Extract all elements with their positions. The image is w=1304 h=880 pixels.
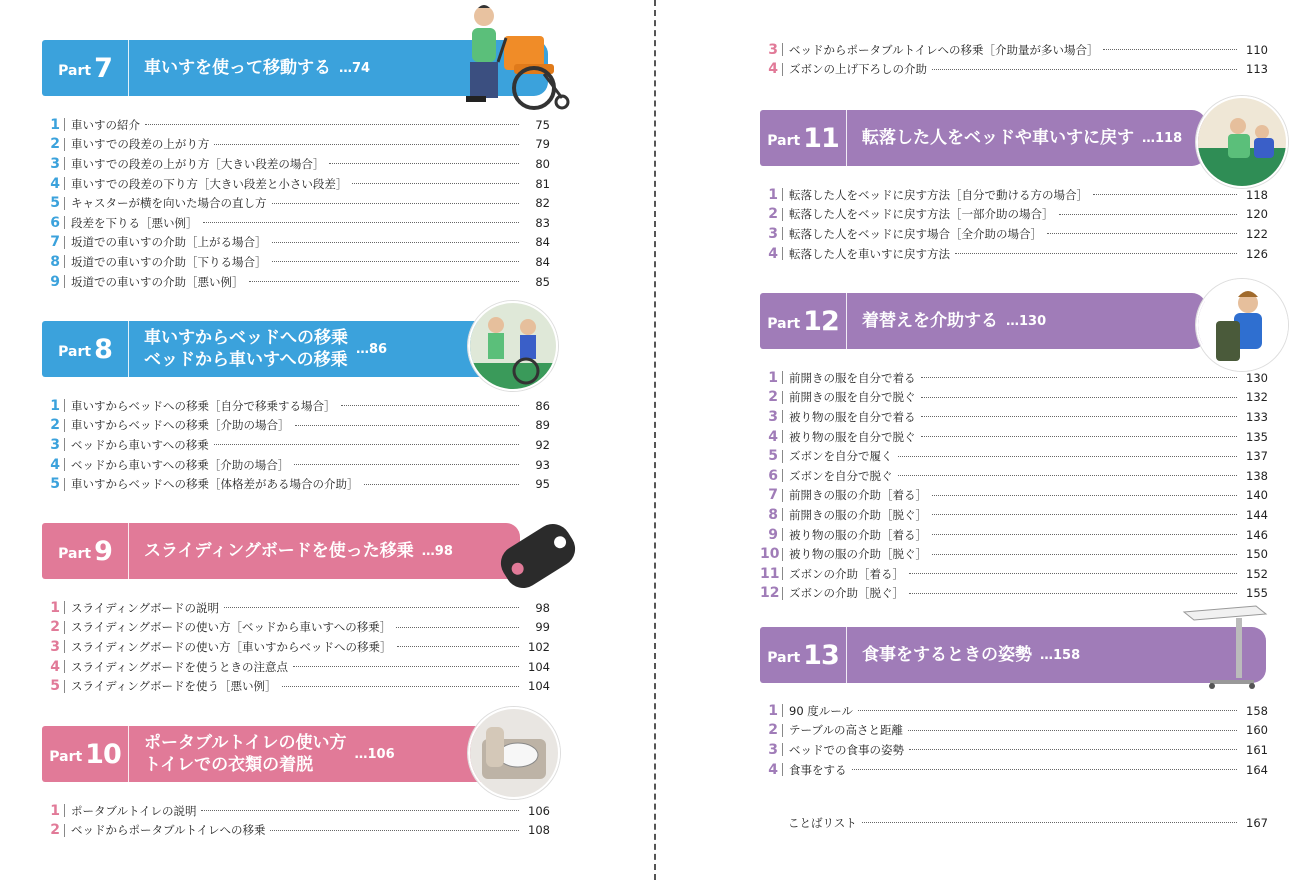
toc-item[interactable]	[760, 701, 1268, 721]
part-number: 9	[94, 535, 112, 567]
toc-item[interactable]	[42, 598, 550, 618]
item-number: 6	[50, 214, 60, 231]
item-number: 5	[50, 678, 60, 695]
item-text: 前開きの服の介助［脱ぐ］	[789, 507, 927, 522]
part-page: …118	[1142, 130, 1183, 146]
toc-item[interactable]	[760, 185, 1268, 205]
item-number: 3	[50, 436, 60, 453]
item-text: テーブルの高さと距離	[789, 723, 903, 738]
item-page: 75	[535, 117, 550, 132]
item-number: 1	[768, 186, 778, 203]
portable-toilet-photo	[468, 707, 560, 799]
item-page: 104	[528, 659, 550, 674]
item-text: ズボンの上げ下ろしの介助	[789, 62, 927, 77]
toc-item[interactable]	[42, 252, 550, 272]
toc-item[interactable]	[42, 213, 550, 233]
item-text: 段差を下りる［悪い例］	[71, 215, 198, 230]
item-page: 122	[1246, 226, 1268, 241]
item-page: 82	[535, 196, 550, 211]
part-title: スライディングボードを使った移乗	[144, 541, 414, 561]
item-page: 108	[528, 823, 550, 838]
item-text: スライディングボードを使うときの注意点	[71, 659, 289, 674]
item-page: 138	[1246, 468, 1268, 483]
item-page: 130	[1246, 370, 1268, 385]
item-number: 1	[50, 599, 60, 616]
item-number: 2	[50, 136, 60, 153]
item-text: 車いすの紹介	[71, 117, 140, 132]
item-number: 9	[50, 273, 60, 290]
part-10-banner	[42, 726, 522, 782]
item-page: 79	[535, 137, 550, 152]
part-title-box	[862, 110, 1182, 166]
item-number: 1	[50, 116, 60, 133]
item-page: 104	[528, 679, 550, 694]
item-number: 3	[50, 638, 60, 655]
toc-item[interactable]	[760, 40, 1268, 60]
item-number: 8	[50, 253, 60, 270]
part-label	[42, 40, 129, 96]
item-text: 車いすでの段差の下り方［大きい段差と小さい段差］	[71, 176, 348, 191]
toc-item[interactable]	[42, 618, 550, 638]
item-text: 坂道での車いすの介助［悪い例］	[71, 274, 244, 289]
item-text: 車いすからベッドへの移乗［体格差がある場合の介助］	[71, 477, 359, 492]
part-label	[42, 726, 129, 782]
part-8-list	[42, 396, 550, 494]
part-label	[760, 627, 847, 683]
item-text: 被り物の服の介助［着る］	[789, 527, 927, 542]
part-number: 12	[803, 305, 839, 337]
part-title: 食事をするときの姿勢	[862, 645, 1032, 665]
item-page: 106	[528, 803, 550, 818]
item-number: 1	[768, 369, 778, 386]
item-number: 2	[768, 389, 778, 406]
part-number: 8	[94, 333, 112, 365]
toc-item[interactable]	[760, 564, 1268, 584]
item-number: 2	[768, 722, 778, 739]
item-page: 110	[1246, 42, 1268, 57]
toc-item[interactable]	[42, 154, 550, 174]
item-page: 120	[1246, 207, 1268, 222]
item-number: 4	[50, 456, 60, 473]
part-word: Part	[767, 650, 801, 666]
fall-recovery-icon	[1198, 98, 1286, 186]
part-page: …98	[421, 543, 453, 559]
part-title: 車いすを使って移動する	[144, 58, 331, 78]
item-text: 食事をする	[789, 762, 847, 777]
item-number: 9	[768, 526, 778, 543]
part-label	[760, 293, 847, 349]
item-number: 1	[768, 702, 778, 719]
part-12-list	[760, 368, 1268, 603]
toc-item[interactable]	[760, 760, 1268, 780]
item-page: 161	[1246, 742, 1268, 757]
item-text: ことばリスト	[788, 815, 857, 830]
part-title-box	[862, 627, 1080, 683]
item-page: 86	[535, 398, 550, 413]
toc-item[interactable]	[42, 821, 550, 841]
page-divider	[654, 0, 656, 880]
item-number: 7	[768, 487, 778, 504]
item-page: 144	[1246, 507, 1268, 522]
toc-item[interactable]	[760, 427, 1268, 447]
item-text: ポータブルトイレの説明	[71, 803, 197, 818]
dressing-icon	[1198, 281, 1286, 369]
toc-item[interactable]	[760, 466, 1268, 486]
item-text: キャスターが横を向いた場合の直し方	[71, 196, 267, 211]
item-number: 12	[760, 585, 780, 602]
part-word: Part	[58, 344, 92, 360]
toc-item[interactable]	[42, 174, 550, 194]
item-page: 160	[1246, 723, 1268, 738]
item-number: 2	[768, 206, 778, 223]
part-8-banner	[42, 321, 522, 377]
item-number: 5	[768, 448, 778, 465]
item-number: 4	[768, 428, 778, 445]
toc-item[interactable]	[42, 115, 550, 135]
item-text: 被り物の服を自分で脱ぐ	[789, 429, 916, 444]
transfer-photo-icon	[470, 303, 556, 389]
toc-item-glossary[interactable]	[760, 813, 1268, 833]
item-page: 85	[535, 274, 550, 289]
item-number: 3	[768, 225, 778, 242]
item-number: 2	[50, 417, 60, 434]
toc-item[interactable]	[42, 233, 550, 253]
item-page: 113	[1246, 62, 1268, 77]
item-page: 132	[1246, 390, 1268, 405]
part-title-line-2: トイレでの衣類の着脱	[144, 755, 314, 775]
toc-item[interactable]	[42, 396, 550, 416]
item-page: 84	[535, 235, 550, 250]
toc-item[interactable]	[760, 244, 1268, 264]
item-text: 車いすでの段差の上がり方［大きい段差の場合］	[71, 156, 325, 171]
transfer-photo	[468, 301, 558, 391]
item-page: 93	[535, 457, 550, 472]
item-text: 前開きの服を自分で着る	[789, 370, 916, 385]
item-page: 83	[535, 215, 550, 230]
item-page: 164	[1246, 762, 1268, 777]
part-title-box	[144, 726, 395, 782]
part-number: 7	[94, 52, 112, 84]
part-number: 11	[803, 122, 839, 154]
sliding-board-icon	[494, 512, 582, 600]
item-number: 3	[768, 741, 778, 758]
part-label	[42, 321, 129, 377]
item-number: 4	[50, 175, 60, 192]
item-text: ベッドからポータブルトイレへの移乗［介助量が多い場合］	[789, 42, 1099, 57]
fall-recovery-photo	[1196, 96, 1288, 188]
part-9-list	[42, 598, 550, 696]
item-page: 150	[1246, 547, 1268, 562]
item-page: 80	[535, 156, 550, 171]
item-page: 167	[1246, 815, 1268, 830]
overbed-table-illustration	[1180, 600, 1272, 692]
item-number: 5	[50, 195, 60, 212]
toc-item[interactable]	[760, 544, 1268, 564]
part-number: 10	[85, 738, 121, 770]
item-text: スライディングボードの使い方［ベッドから車いすへの移乗］	[71, 620, 392, 635]
toc-item[interactable]	[760, 368, 1268, 388]
item-number: 3	[768, 408, 778, 425]
item-page: 126	[1246, 246, 1268, 261]
part-title-box	[144, 40, 370, 96]
item-number: 1	[50, 397, 60, 414]
item-text: スライディングボードを使う［悪い例］	[71, 679, 277, 694]
item-text: スライディングボードの使い方［車いすからベッドへの移乗］	[71, 639, 392, 654]
item-page: 102	[528, 639, 550, 654]
part-title-box	[144, 523, 453, 579]
item-text: 転落した人を車いすに戻す方法	[789, 246, 950, 261]
item-page: 84	[535, 254, 550, 269]
overbed-table-icon	[1180, 600, 1272, 692]
item-page: 81	[535, 176, 550, 191]
part-label	[42, 523, 129, 579]
item-page: 95	[535, 477, 550, 492]
item-number: 6	[768, 467, 778, 484]
part-word: Part	[58, 546, 92, 562]
toc-item[interactable]	[42, 676, 550, 696]
item-number: 5	[50, 476, 60, 493]
item-number: 4	[768, 761, 778, 778]
part-title: 着替えを介助する	[862, 311, 998, 331]
toc-item[interactable]	[760, 407, 1268, 427]
item-text: スライディングボードの説明	[71, 600, 220, 615]
toc-item[interactable]	[760, 224, 1268, 244]
item-text: 坂道での車いすの介助［下りる場合］	[71, 254, 267, 269]
item-number: 3	[50, 155, 60, 172]
part-page: …74	[339, 60, 371, 76]
part-word: Part	[49, 749, 83, 765]
part-7-list	[42, 115, 550, 291]
item-text: ベッドから車いすへの移乗［介助の場合］	[71, 457, 290, 472]
item-text: ズボンの介助［着る］	[789, 566, 904, 581]
toc-item[interactable]	[760, 60, 1268, 80]
item-text: 車いすからベッドへの移乗［介助の場合］	[71, 418, 290, 433]
item-text: 前開きの服の介助［着る］	[789, 488, 927, 503]
item-number: 10	[760, 546, 780, 563]
item-text: 転落した人をベッドに戻す方法［自分で動ける方の場合］	[789, 187, 1088, 202]
part-10-list	[42, 801, 550, 840]
glossary-entry	[760, 813, 1268, 833]
toc-item[interactable]	[42, 474, 550, 494]
part-title-line-2: ベッドから車いすへの移乗	[144, 350, 348, 370]
part-page: …106	[354, 746, 395, 762]
toc-item[interactable]	[42, 135, 550, 155]
item-text: ズボンを自分で履く	[789, 449, 893, 464]
part-word: Part	[767, 316, 801, 332]
item-page: 89	[535, 418, 550, 433]
toc-item[interactable]	[42, 801, 550, 821]
wheelchair-person-illustration	[458, 2, 574, 114]
item-page: 158	[1246, 703, 1268, 718]
part-word: Part	[58, 63, 92, 79]
item-text: ベッドから車いすへの移乗	[71, 437, 209, 452]
item-number: 4	[50, 658, 60, 675]
wheelchair-icon	[458, 2, 574, 114]
item-page: 133	[1246, 409, 1268, 424]
item-text: ズボンを自分で脱ぐ	[789, 468, 893, 483]
part-page: …158	[1040, 647, 1081, 663]
item-page: 140	[1246, 488, 1268, 503]
item-number: 2	[50, 822, 60, 839]
item-text: 転落した人をベッドに戻す方法［一部介助の場合］	[789, 207, 1054, 222]
portable-toilet-icon	[470, 709, 558, 797]
item-number: 3	[768, 41, 778, 58]
item-text: ズボンの介助［脱ぐ］	[789, 586, 904, 601]
part-label	[760, 110, 847, 166]
part-11-banner	[760, 110, 1206, 166]
item-number: 7	[50, 234, 60, 251]
toc-item[interactable]	[760, 205, 1268, 225]
dressing-photo	[1196, 279, 1288, 371]
toc-item[interactable]	[760, 525, 1268, 545]
toc-item[interactable]	[760, 446, 1268, 466]
part-9-banner	[42, 523, 520, 579]
part-page: …86	[356, 341, 388, 357]
item-text: 90 度ルール	[789, 703, 854, 718]
part-title-line-1: 車いすからベッドへの移乗	[144, 328, 348, 348]
item-page: 135	[1246, 429, 1268, 444]
part-11-list	[760, 185, 1268, 263]
item-text: 前開きの服を自分で脱ぐ	[789, 390, 916, 405]
part-title-line-1: ポータブルトイレの使い方	[144, 733, 347, 753]
toc-item[interactable]	[42, 637, 550, 657]
sliding-board-illustration	[494, 512, 582, 600]
toc-item[interactable]	[42, 455, 550, 475]
toc-item[interactable]	[760, 486, 1268, 506]
item-text: 被り物の服の介助［脱ぐ］	[789, 547, 927, 562]
item-page: 152	[1246, 566, 1268, 581]
toc-item[interactable]	[42, 272, 550, 292]
toc-item[interactable]	[42, 193, 550, 213]
item-text: 転落した人をベッドに戻す場合［全介助の場合］	[789, 226, 1042, 241]
toc-item[interactable]	[760, 505, 1268, 525]
item-text: ベッドからポータブルトイレへの移乗	[71, 823, 266, 838]
part-13-list	[760, 701, 1268, 779]
item-number: 1	[50, 802, 60, 819]
toc-item[interactable]	[42, 435, 550, 455]
item-text: 坂道での車いすの介助［上がる場合］	[71, 235, 267, 250]
item-page: 92	[535, 437, 550, 452]
part-page: …130	[1006, 313, 1047, 329]
part-12-banner	[760, 293, 1206, 349]
item-page: 98	[535, 600, 550, 615]
part-title-box	[862, 293, 1046, 349]
toc-item[interactable]	[760, 740, 1268, 760]
item-page: 99	[535, 620, 550, 635]
item-page: 118	[1246, 187, 1268, 202]
part-title-box	[144, 321, 387, 377]
item-number: 2	[50, 619, 60, 636]
toc-item[interactable]	[42, 416, 550, 436]
part-title: 転落した人をベッドや車いすに戻す	[862, 128, 1134, 148]
toc-item[interactable]	[42, 657, 550, 677]
item-text: 車いすからベッドへの移乗［自分で移乗する場合］	[71, 398, 336, 413]
part-word: Part	[767, 133, 801, 149]
item-text: 車いすでの段差の上がり方	[71, 137, 210, 152]
part-10-list-continued	[760, 40, 1268, 79]
item-number: 4	[768, 245, 778, 262]
toc-item[interactable]	[760, 721, 1268, 741]
toc-item[interactable]	[760, 388, 1268, 408]
item-number: 4	[768, 61, 778, 78]
item-number: 8	[768, 506, 778, 523]
item-number: 11	[760, 565, 780, 582]
part-number: 13	[803, 639, 839, 671]
item-page: 155	[1246, 586, 1268, 601]
item-text: ベッドでの食事の姿勢	[789, 742, 904, 757]
item-text: 被り物の服を自分で着る	[789, 409, 916, 424]
item-page: 146	[1246, 527, 1268, 542]
item-page: 137	[1246, 449, 1268, 464]
